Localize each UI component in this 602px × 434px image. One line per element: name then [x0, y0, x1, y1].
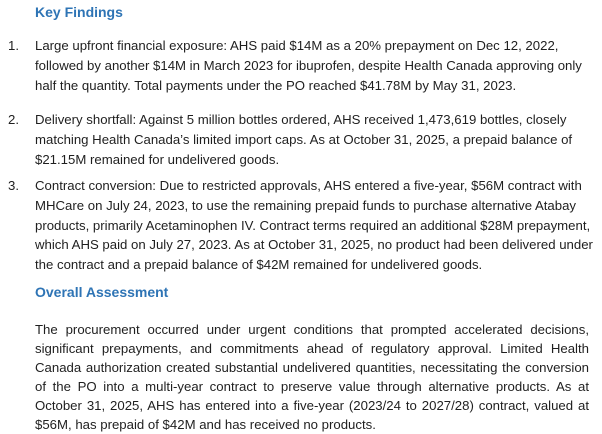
finding-item-3: [8, 176, 596, 276]
finding-text: Contract conversion: Due to restricted approvals, AHS entered a five-year, $56M contract with MHCare on July 24, 2023, to use the remaining prepaid funds to purchase alternative Atabay products, primarily Acetaminophen IV. Contract terms required an additional $28M prepayment, which AHS paid on July 27, 2023. As at October 31, 2025, no product had been delivered under the contract and a prepaid balance of $42M remained for undelivered goods.: [35, 178, 593, 273]
finding-text: Large upfront financial exposure: AHS paid $14M as a 20% prepayment on Dec 12, 2022, followed by another $14M in March 2023 for ibuprofen, despite Health Canada approving only half the quantity. Total payments under the PO reached $41.78M by May 31, 2023.: [35, 38, 582, 93]
overall-assessment-heading: Overall Assessment: [35, 284, 169, 300]
finding-number: 1.: [8, 38, 19, 53]
key-findings-heading: Key Findings: [35, 4, 123, 20]
finding-text: Delivery shortfall: Against 5 million bottles ordered, AHS received 1,473,619 bottles, closely matching Health Canada’s limited import caps. As at October 31, 2025, a prepaid balance of $21.15M remained for undelivered goods.: [35, 112, 573, 167]
overall-assessment-paragraph: The procurement occurred under urgent conditions that prompted accelerated decisions, significant prepayments, and commitments ahead of regulatory approval. Limited Health Canada authorization created substantial undelivered quantities, necessitating the conversion of the PO into a multi-year contract to preserve value through alternative products. As at October 31, 2025, AHS has entered into a five-year (2023/24 to 2027/28) contract, valued at $56M, has prepaid of $42M and has received no products.: [35, 322, 589, 432]
finding-item-1: [8, 36, 596, 96]
finding-number: 3.: [8, 178, 19, 193]
finding-number: 2.: [8, 112, 19, 127]
finding-item-2: [8, 110, 596, 170]
